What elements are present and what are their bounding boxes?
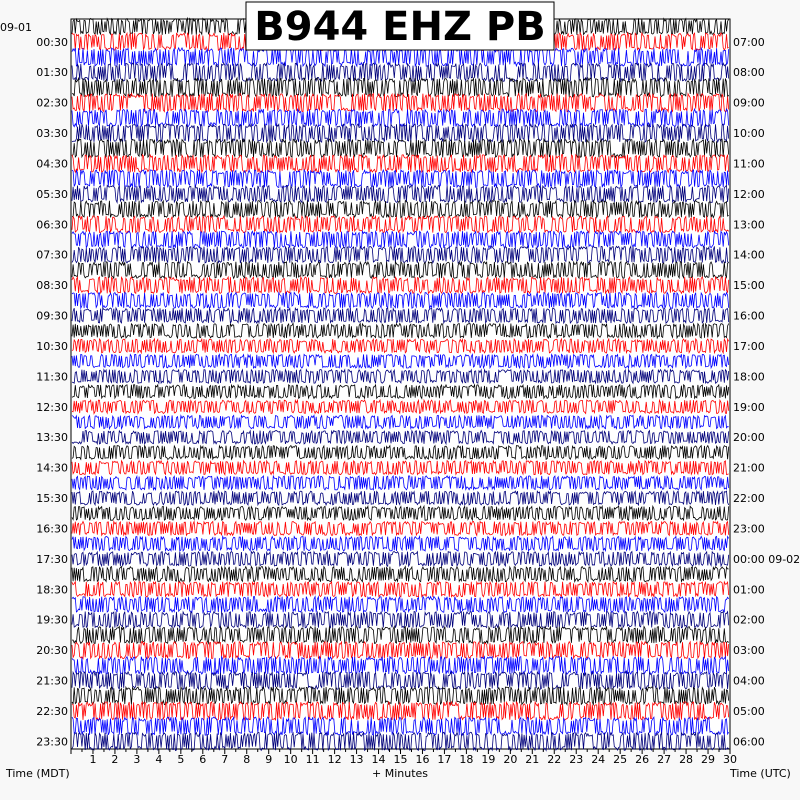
x-tick-label: 8 [243, 753, 251, 766]
right-time-label: 03:00 [733, 644, 765, 658]
left-time-label: 15:30 [36, 492, 68, 506]
right-time-label: 04:00 [733, 674, 765, 688]
right-time-label: 09:00 [733, 96, 765, 110]
x-tick-label: 4 [155, 753, 163, 766]
left-time-label: 02:30 [36, 96, 68, 110]
left-time-label: 06:30 [36, 218, 68, 232]
x-tick-label: 10 [283, 753, 298, 766]
left-axis-label: Time (MDT) [6, 767, 70, 780]
left-time-label: 21:30 [36, 674, 68, 688]
right-time-label: 12:00 [733, 187, 765, 201]
right-time-label: 11:00 [733, 157, 765, 171]
left-time-label: 12:30 [36, 400, 68, 414]
left-time-label: 11:30 [36, 370, 68, 384]
right-axis-label: Time (UTC) [730, 767, 791, 780]
x-tick-label: 28 [679, 753, 694, 766]
right-time-label: 01:00 [733, 583, 765, 597]
right-time-label: 18:00 [733, 370, 765, 384]
x-tick-label: 23 [569, 753, 584, 766]
x-tick-label: 30 [723, 753, 737, 766]
x-tick-label: 25 [613, 753, 628, 766]
right-time-label: 20:00 [733, 431, 765, 445]
left-time-label: 16:30 [36, 522, 68, 536]
x-tick-label: 29 [701, 753, 716, 766]
left-time-label: 19:30 [36, 613, 68, 627]
x-tick-label: 24 [591, 753, 606, 766]
x-tick-label: 15 [393, 753, 408, 766]
right-time-label: 22:00 [733, 492, 765, 506]
left-time-label: 14:30 [36, 461, 68, 475]
right-time-label: 15:00 [733, 279, 765, 293]
right-time-label: 23:00 [733, 522, 765, 536]
x-axis-label: + Minutes [371, 767, 429, 780]
x-tick-label: 20 [503, 753, 518, 766]
left-time-label: 20:30 [36, 644, 68, 658]
left-time-label: 17:30 [36, 552, 68, 566]
left-time-label: 04:30 [36, 157, 68, 171]
right-time-label: 13:00 [733, 218, 765, 232]
x-tick-label: 2 [111, 753, 119, 766]
right-time-label: 16:00 [733, 309, 765, 323]
left-time-label: 09:30 [36, 309, 68, 323]
left-time-label: 13:30 [36, 431, 68, 445]
right-time-label: 21:00 [733, 461, 765, 475]
right-time-label: 07:00 [733, 35, 765, 49]
right-time-label: 00:00 09-02 [733, 552, 800, 566]
left-time-label: 10:30 [36, 339, 68, 353]
x-tick-label: 11 [305, 753, 320, 766]
x-tick-label: 7 [221, 753, 229, 766]
left-time-label: 23:30 [36, 735, 68, 749]
left-time-label: 18:30 [36, 583, 68, 597]
start-date-label: 09-01 [0, 21, 32, 34]
right-time-label: 05:00 [733, 704, 765, 718]
x-tick-label: 3 [133, 753, 141, 766]
x-tick-label: 19 [481, 753, 496, 766]
x-tick-label: 13 [349, 753, 364, 766]
x-tick-label: 9 [265, 753, 273, 766]
x-tick-label: 12 [327, 753, 342, 766]
left-time-label: 05:30 [36, 187, 68, 201]
right-time-label: 10:00 [733, 127, 765, 141]
left-time-label: 07:30 [36, 248, 68, 262]
right-time-label: 08:00 [733, 66, 765, 80]
x-tick-label: 16 [415, 753, 430, 766]
right-time-label: 19:00 [733, 400, 765, 414]
x-tick-label: 17 [437, 753, 452, 766]
left-time-label: 03:30 [36, 127, 68, 141]
left-time-label: 08:30 [36, 279, 68, 293]
right-time-label: 17:00 [733, 339, 765, 353]
x-tick-label: 18 [459, 753, 474, 766]
left-time-label: 22:30 [36, 704, 68, 718]
x-tick-label: 27 [657, 753, 672, 766]
x-tick-label: 6 [199, 753, 207, 766]
x-tick-label: 1 [89, 753, 97, 766]
x-tick-label: 26 [635, 753, 650, 766]
left-time-label: 00:30 [36, 35, 68, 49]
x-tick-label: 22 [547, 753, 562, 766]
x-tick-label: 5 [177, 753, 185, 766]
right-time-label: 02:00 [733, 613, 765, 627]
x-tick-label: 21 [525, 753, 540, 766]
x-tick-label: 14 [371, 753, 386, 766]
left-time-label: 01:30 [36, 66, 68, 80]
right-time-label: 06:00 [733, 735, 765, 749]
right-time-label: 14:00 [733, 248, 765, 262]
chart-title: B944 EHZ PB [254, 4, 546, 50]
